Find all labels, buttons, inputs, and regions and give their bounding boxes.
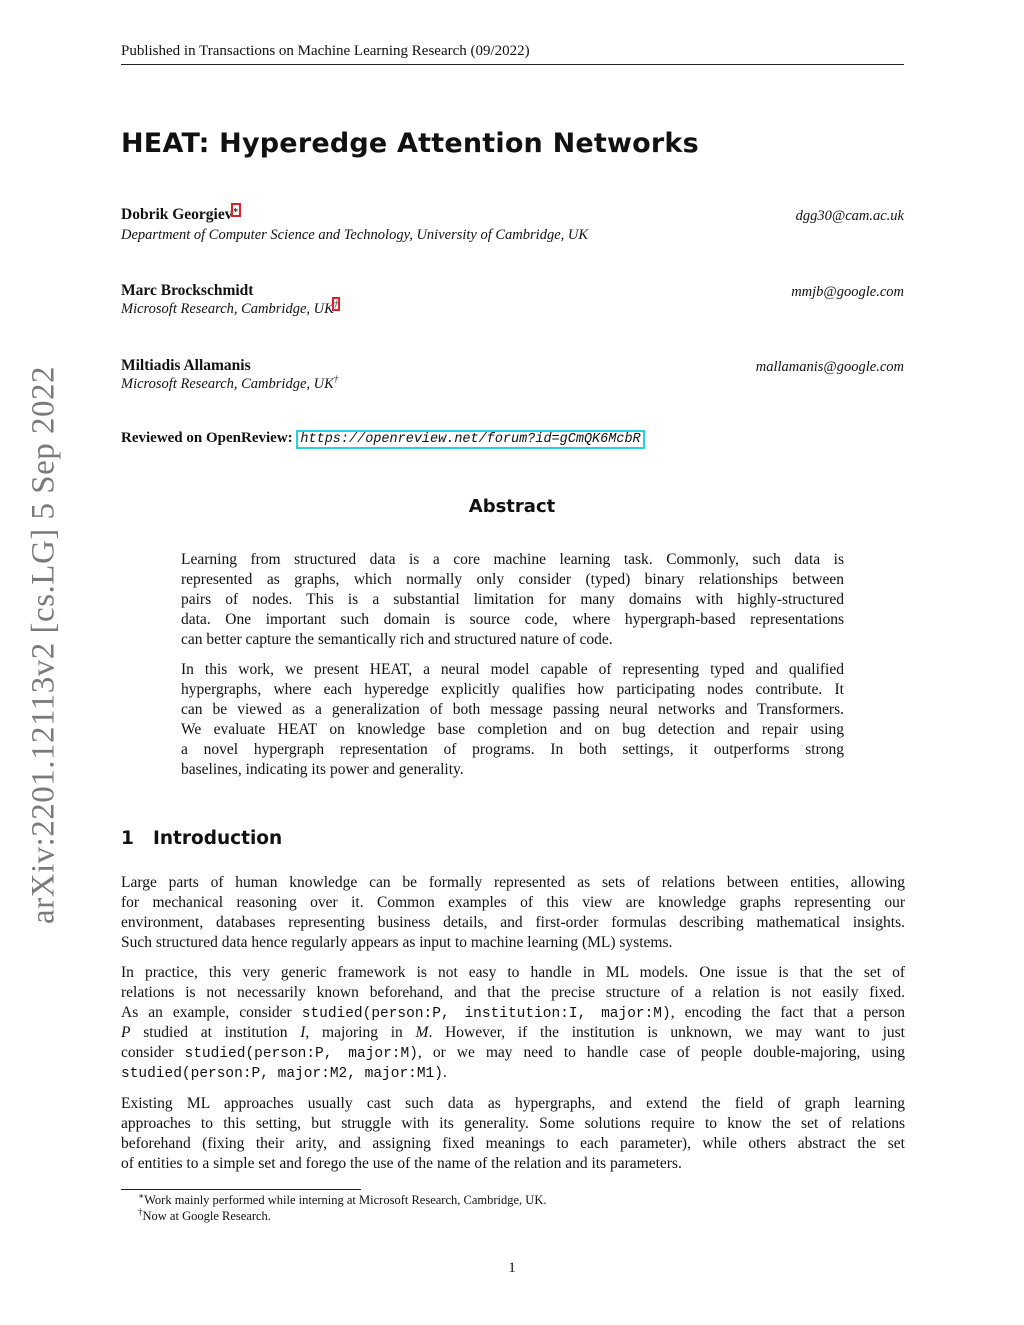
author-name: Miltiadis Allamanis: [121, 357, 251, 374]
text-line: can be viewed as a generalization of both message passing neural networks and Transformers.: [181, 701, 844, 718]
page-number: 1: [508, 1260, 516, 1276]
text-run: , or we may need to handle case of people double-majoring, using: [417, 1044, 905, 1061]
text-line: In practice, this very generic framework is not easy to handle in ML models. One issue is that the set of: [121, 964, 905, 981]
footnote: [138, 1190, 547, 1208]
abstract-heading: Abstract: [468, 496, 556, 517]
author-email[interactable]: mallamanis@google.com: [755, 359, 904, 375]
text-line: [121, 1043, 905, 1063]
footnote-rule: [121, 1189, 361, 1190]
intro-paragraph-2: [121, 963, 905, 1083]
text-run: As an example, consider: [121, 1004, 302, 1021]
intro-paragraph-1: [121, 873, 905, 953]
review-label: Reviewed on OpenReview:: [121, 430, 293, 446]
text-line: beforehand (fixing their arity, and assigning fixed meanings to each parameter), while others abstract the set: [121, 1135, 905, 1152]
text-line: for mechanical reasoning over it. Common examples of this view are knowledge graphs representing our: [121, 894, 905, 911]
author-name: Marc Brockschmidt: [121, 282, 254, 299]
text-line: of entities to a simple set and forego the use of the name of the relation and its parameters.: [121, 1155, 682, 1172]
author-affiliation: [121, 301, 338, 318]
abstract-paragraph-2: [181, 660, 844, 780]
text-line: a novel hypergraph representation of programs. In both settings, it outperforms strong: [181, 741, 844, 758]
footnote-text: Work mainly performed while interning at Microsoft Research, Cambridge, UK.: [144, 1193, 547, 1207]
affiliation-footnote-mark[interactable]: †: [333, 299, 339, 310]
author-name-text: Dobrik Georgiev: [121, 206, 233, 223]
section-number: 1: [121, 828, 134, 849]
text-line: represented as graphs, which normally only consider (typed) binary relationships between: [181, 571, 844, 588]
math-var: M: [415, 1024, 429, 1041]
text-line: Existing ML approaches usually cast such data as hypergraphs, and extend the field of graph learning: [121, 1095, 905, 1112]
text-line: Large parts of human knowledge can be formally represented as sets of relations between entities, allowing: [121, 874, 905, 891]
author-affiliation: Department of Computer Science and Technology, University of Cambridge, UK: [121, 227, 589, 243]
author-name: [121, 206, 239, 224]
affiliation-footnote-mark[interactable]: †: [333, 374, 339, 385]
running-header: Published in Transactions on Machine Learning Research (09/2022): [121, 43, 530, 59]
footnote-text: Now at Google Research.: [142, 1209, 271, 1223]
text-line: approaches to this setting, but struggle with its generality. Some solutions require to know the set of relations: [121, 1115, 905, 1132]
text-line: environment, databases representing business details, and first-order formulas describing mathematical insights.: [121, 914, 905, 931]
text-run: . However, if the institution is unknown, we may want to just: [428, 1024, 905, 1041]
author-affiliation: [121, 376, 338, 393]
footnote: [138, 1206, 271, 1224]
code-expression: studied(person:P, major:M2, major:M1): [121, 1066, 443, 1082]
author-email[interactable]: dgg30@cam.ac.uk: [795, 208, 904, 224]
text-line: baselines, indicating its power and generality.: [181, 761, 464, 778]
text-line: [121, 1003, 905, 1023]
text-line: data. One important such domain is source code, where hypergraph-based representations: [181, 611, 844, 628]
openreview-link[interactable]: https://openreview.net/forum?id=gCmQK6McbR: [296, 430, 644, 449]
author-email[interactable]: mmjb@google.com: [791, 284, 904, 300]
text-run: studied at institution: [130, 1024, 301, 1041]
text-line: Such structured data hence regularly appears as input to machine learning (ML) systems.: [121, 934, 673, 951]
author-affiliation-text: Microsoft Research, Cambridge, UK: [121, 301, 334, 317]
text-line: [121, 1023, 905, 1043]
review-line: [121, 430, 645, 447]
footnote-mark: †: [138, 1206, 143, 1217]
abstract-paragraph-1: [181, 550, 844, 650]
text-line: In this work, we present HEAT, a neural model capable of representing typed and qualified: [181, 661, 844, 678]
author-affiliation-text: Microsoft Research, Cambridge, UK: [121, 376, 334, 392]
header-rule: [121, 64, 904, 65]
paper-title: HEAT: Hyperedge Attention Networks: [121, 128, 699, 159]
text-line: Learning from structured data is a core machine learning task. Commonly, such data is: [181, 551, 844, 568]
code-expression: studied(person:P, institution:I, major:M): [301, 1006, 671, 1022]
author-footnote-mark[interactable]: ∗: [232, 204, 239, 215]
math-var: P: [121, 1024, 131, 1041]
text-run: , majoring in: [305, 1024, 416, 1041]
code-expression: studied(person:P, major:M): [184, 1046, 418, 1062]
arxiv-stamp: arXiv:2201.12113v2 [cs.LG] 5 Sep 2022: [25, 365, 62, 925]
text-line: relations is not necessarily known beforehand, and that the precise structure of a relation is not easily fixed.: [121, 984, 905, 1001]
footnote-mark: ∗: [138, 1190, 145, 1201]
text-line: hypergraphs, where each hyperedge explicitly qualifies how participating nodes contribute. It: [181, 681, 844, 698]
text-run: .: [442, 1064, 447, 1081]
intro-paragraph-3: [121, 1094, 905, 1174]
text-run: consider: [121, 1044, 185, 1061]
math-var: I: [300, 1024, 306, 1041]
text-line: can better capture the semantically rich and structured nature of code.: [181, 631, 613, 648]
section-title: Introduction: [153, 828, 283, 849]
text-line: We evaluate HEAT on knowledge base completion and on bug detection and repair using: [181, 721, 844, 738]
text-line: [121, 1063, 905, 1083]
text-line: pairs of nodes. This is a substantial limitation for many domains with highly-structured: [181, 591, 844, 608]
section-heading: [121, 828, 282, 849]
text-run: , encoding the fact that a person: [670, 1004, 905, 1021]
